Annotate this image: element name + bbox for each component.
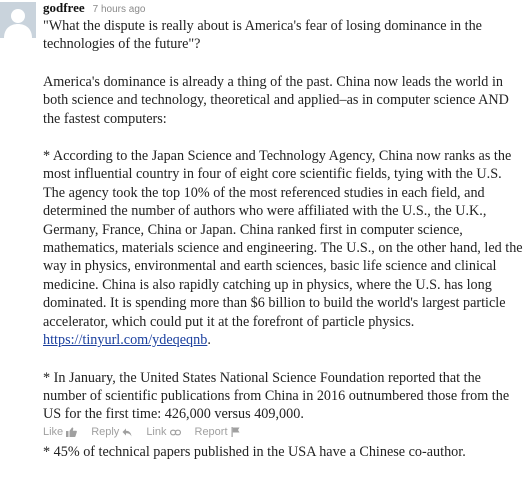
user-silhouette-icon xyxy=(0,2,36,38)
comment-paragraph xyxy=(43,147,526,349)
comment-paragraph: * 45% of technical papers published in the USA have a Chinese co-author. xyxy=(43,443,466,460)
reply-label: Reply xyxy=(91,426,120,438)
report-label: Report xyxy=(194,426,228,438)
comment xyxy=(43,0,526,480)
source-link[interactable]: https://tinyurl.com/ydeqeqnb xyxy=(43,332,208,349)
reply-arrow-icon xyxy=(122,428,132,437)
author-name[interactable]: godfree xyxy=(43,0,85,15)
flag-icon xyxy=(231,427,240,437)
chain-link-icon xyxy=(170,429,181,436)
link-button[interactable] xyxy=(146,426,180,438)
timestamp[interactable]: 7 hours ago xyxy=(92,4,146,15)
like-button[interactable] xyxy=(43,426,77,438)
avatar[interactable] xyxy=(0,2,36,38)
comment-header xyxy=(43,0,526,17)
paragraph-text: * According to the Japan Science and Technology Agency, China now ranks as the most influential country in four of eight core scientific fields, tying with the U.S. The agency took the top 10% of the most referenced studies in each field, and determined the number of authors who were affiliated with the U.S., the U.K., Germany, France, China or Japan. China ranked first in computer science, mathematics, materials science and engineering. The U.S., on the other hand, led the way in physics, environmental and earth sciences, basic life science and clinical medicine. China is also rapidly catching up in physics, where the U.S. has long dominated. It is spending more than $6 billion to build the world's largest particle accelerator, which could put it at the forefront of particle physics. xyxy=(43,148,523,330)
comment-paragraph: * In January, the United States National Science Foundation reported that the number of scientific publications from China in 2016 outnumbered those from the US for the first time: 426,000 versus 409,000. xyxy=(43,369,510,423)
comment-body xyxy=(43,17,526,461)
link-label: Link xyxy=(146,426,167,438)
like-label: Like xyxy=(43,426,64,438)
link-suffix: . xyxy=(207,332,211,349)
comment-actions xyxy=(43,426,240,438)
report-button[interactable] xyxy=(195,426,240,438)
comment-paragraph: "What the dispute is really about is America's fear of losing dominance in the technologies of the future"? xyxy=(43,18,482,53)
thumbs-up-icon xyxy=(66,427,77,437)
comment-paragraph: America's dominance is already a thing of the past. China now leads the world in both science and technology, theoretical and applied–as in computer science AND the fastest computers: xyxy=(43,73,509,127)
reply-button[interactable] xyxy=(91,426,132,438)
